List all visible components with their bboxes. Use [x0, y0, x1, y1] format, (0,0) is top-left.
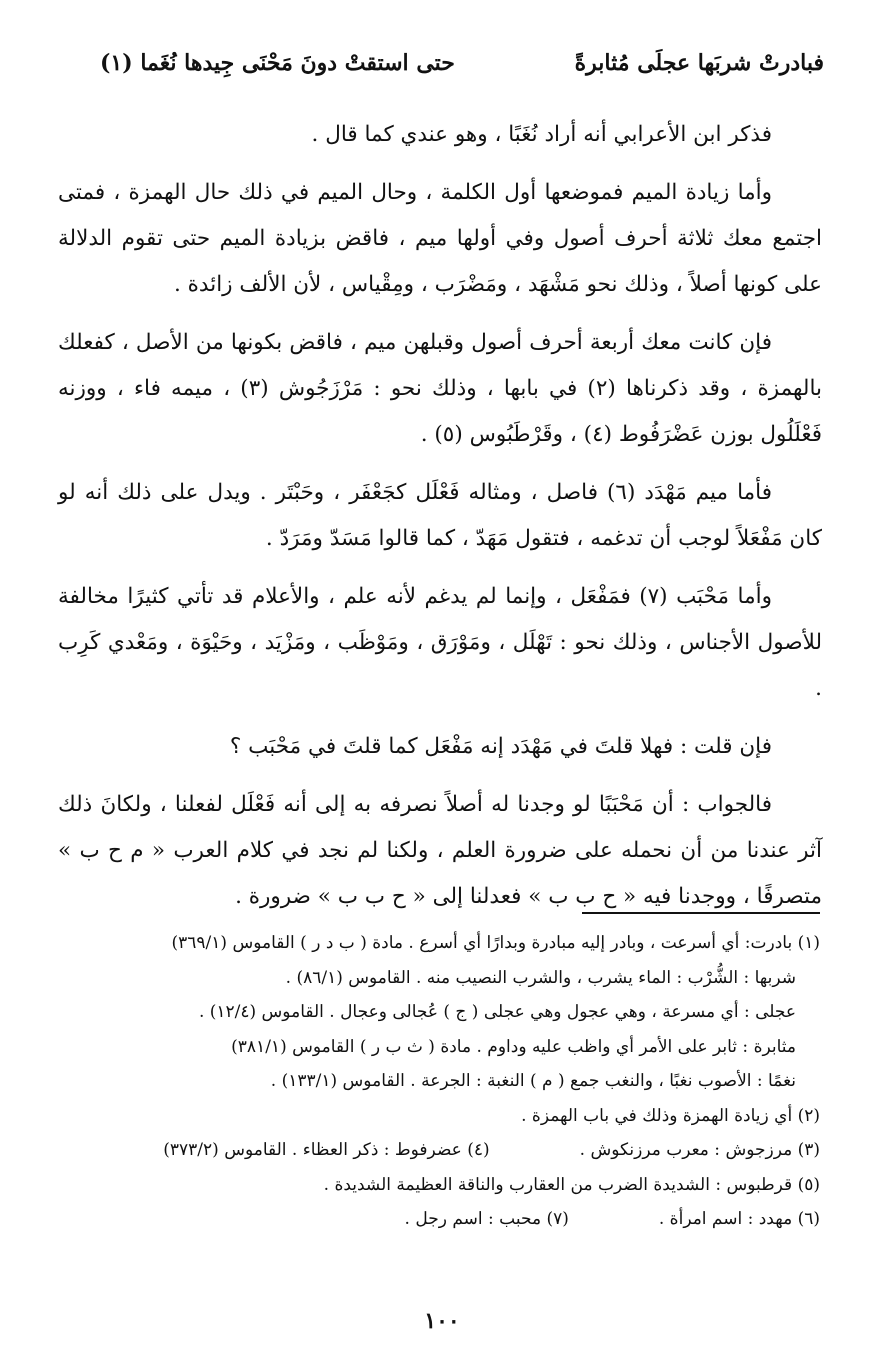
footnote-4: (٤) عضرفوط : ذكر العظاء . القاموس (٣٧٣/٢) [163, 1140, 490, 1160]
page-number: ١٠٠ [424, 1308, 460, 1334]
paragraph: وأما مَحْبَب (٧) فمَفْعَل ، وإنما لم يدغم لأنه علم ، والأعلام قد تأتي كثيرًا مخالفة للأصول الأجناس ، وذلك نحو : تَهْلَل ، ومَوْرَق ، ومَوْظَب ، ومَزْيَد ، وحَيْوَة ، ومَعْدي كَرِب . [58, 584, 822, 701]
footnote-7: (٧) محبب : اسم رجل . [404, 1209, 569, 1229]
paragraph: فالجواب : أن مَحْبَبًا لو وجدنا له أصلاً نصرفه به إلى أنه فَعْلَل لفعلنا ، ولكانَ ذلك آثر عندنا من أن نحمله على ضرورة العلم ، ولكنا لم نجد في كلام العرب « م ح ب » متصرفًا ، ووجدنا فيه « ح ب ب » فعدلنا إلى « ح ب ب » ضرورة . [58, 792, 822, 909]
footnote-1-sub: مثابرة : ثابر على الأمر أي واظب عليه وداوم . مادة ( ث ب ر ) القاموس (٣٨١/١) [231, 1036, 796, 1057]
verse-second-hemistich: حتى استقتْ دونَ مَحْنَى جِيدها نُغَما (١) [100, 50, 455, 76]
paragraph: وأما زيادة الميم فموضعها أول الكلمة ، وحال الميم في ذلك حال الهمزة ، فمتى اجتمع معك ثلاثة أحرف أصول وفي أولها ميم ، فاقض بزيادة الميم حتى تقوم الدلالة على كونها أصلاً ، وذلك نحو مَشْهَد ، ومَضْرَب ، ومِقْياس ، لأن الألف زائدة . [58, 180, 822, 297]
paragraph: فذكر ابن الأعرابي أنه أراد نُغَبًا ، وهو عندي كما قال . [311, 122, 772, 147]
paragraph: فإن كانت معك أربعة أحرف أصول وقبلهن ميم ، فاقض بكونها من الأصل ، كفعلك بالهمزة ، وقد ذكرناها (٢) في بابها ، وذلك نحو : مَرْزَجُوش (٣) ، ميمه فاء ، ووزنه فَعْلَلُول بوزن عَضْرَفُوط (٤) ، وقَرْطَبُوس (٥) . [58, 330, 822, 447]
footnote-1-sub: عجلى : أي مسرعة ، وهي عجول وهي عجلى ( ج ) عُجالى وعجال . القاموس (١٢/٤) . [198, 1002, 796, 1022]
footnote-1-sub: نغمًا : الأصوب نغبًا ، والنغب جمع ( م ) النغبة : الجرعة . القاموس (١٣٣/١) . [270, 1071, 796, 1091]
footnote-1-sub: شربها : الشُّرْب : الماء يشرب ، والشرب النصيب منه . القاموس (٨٦/١) . [285, 967, 796, 988]
poetry-verse [60, 50, 824, 92]
footnote-2: (٢) أي زيادة الهمزة وذلك في باب الهمزة . [521, 1105, 820, 1126]
main-text [58, 112, 822, 932]
footnote-3: (٣) مرزجوش : معرب مرزنكوش . [579, 1140, 820, 1160]
footnote-5: (٥) قرطبوس : الشديدة الضرب من العقارب والناقة العظيمة الشديدة . [323, 1174, 820, 1195]
footnote-row-3-4 [60, 1133, 820, 1168]
paragraph: فأما ميم مَهْدَد (٦) فاصل ، ومثاله فَعْلَل كجَعْفَر ، وحَبْتَر . ويدل على ذلك أنه لو كان مَفْعَلاً لوجب أن تدغمه ، فتقول مَهَدّ ، كما قالوا مَسَدّ ومَرَدّ . [58, 480, 822, 551]
footnote-1: (١) بادرت: أي أسرعت ، وبادر إليه مبادرة وبدارًا أي أسرع . مادة ( ب د ر ) القاموس (٣٦٩/١) [171, 933, 820, 953]
verse-first-hemistich: فبادرتْ شربَها عجلَى مُثابرةً [574, 50, 824, 76]
footnote-separator [582, 912, 820, 914]
paragraph: فإن قلت : فهلا قلتَ في مَهْدَد إنه مَفْعَل كما قلتَ في مَحْبَب ؟ [229, 734, 772, 759]
footnote-row-6-7 [60, 1202, 820, 1237]
footnote-6: (٦) مهدد : اسم امرأة . [658, 1209, 820, 1229]
footnotes [60, 926, 820, 1237]
